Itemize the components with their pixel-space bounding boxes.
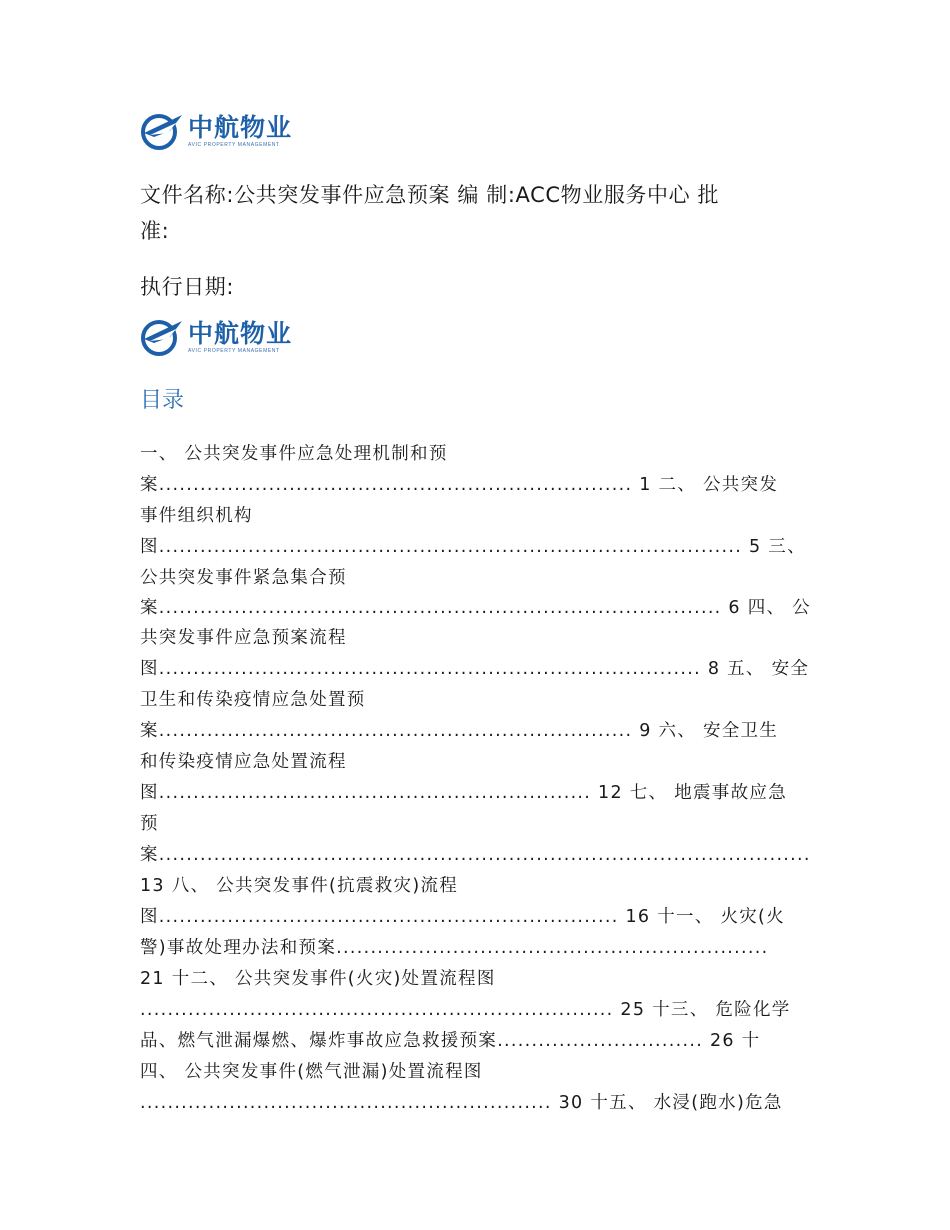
toc-line: 13 八、 公共突发事件(抗震救灾)流程	[140, 876, 459, 896]
toc-line: 案.................................................................................. 6 四、 公	[140, 598, 811, 618]
avic-wing-icon	[140, 111, 184, 151]
doc-info-line-1: 文件名称:公共突发事件应急预案 编 制:ACC物业服务中心 批	[140, 183, 720, 207]
toc-line: 品、燃气泄漏爆燃、爆炸事故应急救援预案.............................. 26 十	[140, 1031, 761, 1051]
company-logo-second	[140, 316, 305, 358]
avic-wing-icon	[140, 317, 184, 357]
logo-name-cn: 中航物业	[188, 318, 293, 348]
toc-line: 图............................................................... 12 七、 地震事故应急	[140, 783, 788, 803]
toc-line: 图................................................................... 16 十一、 火灾(火	[140, 907, 785, 927]
logo-name-en: AVIC PROPERTY MANAGEMENT	[188, 347, 280, 354]
company-logo-top	[140, 110, 305, 152]
toc-line: 和传染疫情应急处置流程	[140, 752, 347, 772]
toc-line: 预	[140, 814, 159, 834]
toc-line: 案...............................................................................................	[140, 845, 811, 865]
logo-name-cn: 中航物业	[188, 112, 293, 142]
toc-line: 共突发事件应急预案流程	[140, 628, 347, 648]
toc-heading: 目录	[140, 388, 185, 413]
toc-line: 公共突发事件紧急集合预	[140, 568, 347, 588]
toc-line: 四、 公共突发事件(燃气泄漏)处置流程图	[140, 1062, 483, 1082]
toc-line: 一、 公共突发事件应急处理机制和预	[140, 444, 448, 464]
toc-line: ............................................................ 30 十五、 水浸(跑水)危急	[140, 1093, 783, 1113]
logo-name-en: AVIC PROPERTY MANAGEMENT	[188, 141, 280, 148]
toc-line: ..................................................................... 25 十三、 危险化学	[140, 1000, 791, 1020]
toc-line: 卫生和传染疫情应急处置预	[140, 690, 366, 710]
doc-info-line-2: 准:	[140, 219, 170, 243]
toc-line: 图............................................................................... 8 五、 安全	[140, 659, 810, 679]
execution-date: 执行日期:	[140, 275, 235, 299]
toc-line: 案..................................................................... 9 六、 安全卫生	[140, 721, 779, 741]
toc-line: 警)事故处理办法和预案...............................................................	[140, 938, 769, 958]
toc-line: 21 十二、 公共突发事件(火灾)处置流程图	[140, 969, 496, 989]
toc-line: 案..................................................................... 1 二、 公共突发	[140, 475, 779, 495]
toc-line: 事件组织机构	[140, 506, 253, 526]
toc-line: 图..................................................................................... 5 三、	[140, 537, 806, 557]
